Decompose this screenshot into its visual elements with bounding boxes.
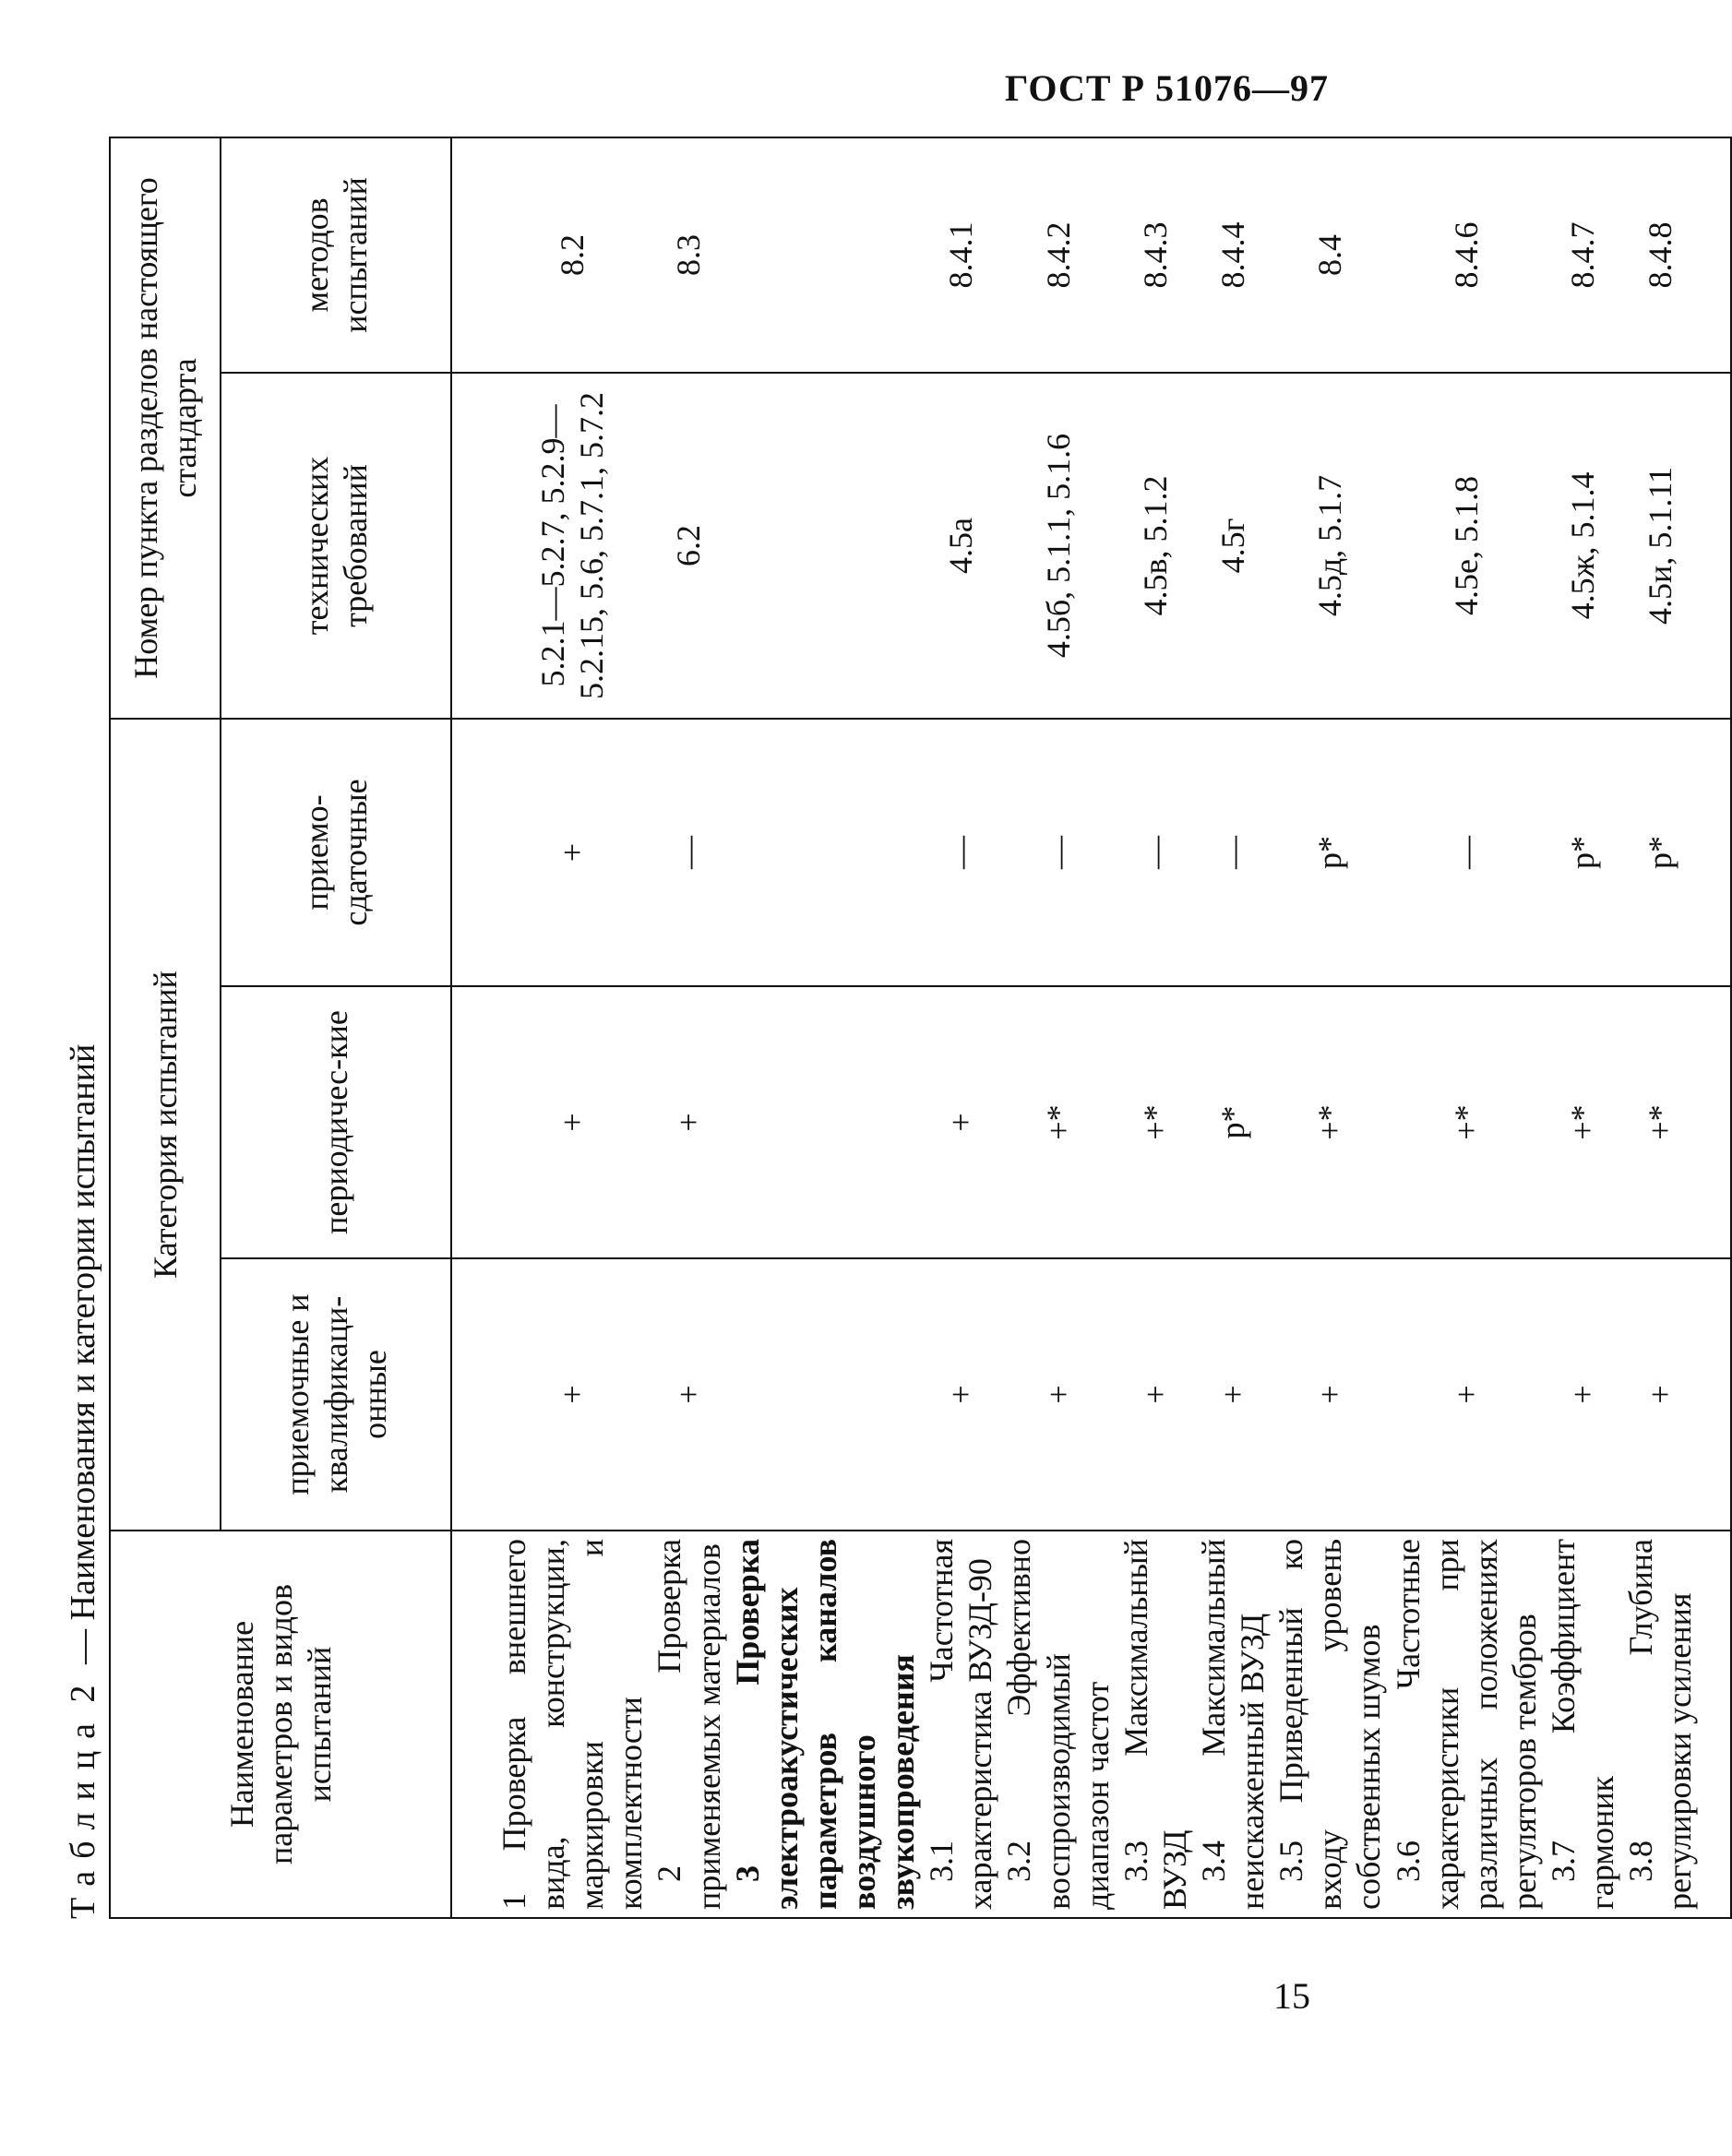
table-row: [1194, 137, 1272, 1918]
cell-qualification: +: [1389, 1258, 1544, 1531]
cell-name: 3.6 Частотные характеристики при различных положениях регуляторов тембров: [1389, 1531, 1544, 1918]
cell-tech-req: 4.5д, 5.1.7: [1272, 373, 1388, 719]
cell-tech-req: 4.5б, 5.1.1, 5.1.6: [999, 373, 1116, 719]
cell-periodic: [728, 986, 923, 1258]
cell-qualification: +: [451, 1258, 650, 1531]
cell-qualification: +: [1117, 1258, 1194, 1531]
caption-prefix: Таблица: [64, 1710, 102, 1919]
cell-test-methods: 8.2: [451, 137, 650, 373]
table-row: [1544, 137, 1621, 1918]
table-body: [451, 137, 1731, 1918]
table-row: [650, 137, 727, 1918]
header-test-methods: методов испытаний: [221, 137, 451, 373]
cell-name: 3.8 Глубина регулировки усиления: [1621, 1531, 1731, 1918]
cell-periodic: +: [650, 986, 727, 1258]
table-row: [922, 137, 999, 1918]
table-head: [110, 137, 451, 1918]
header-tech-req: технических требований: [221, 373, 451, 719]
cell-acceptance: p*: [1544, 719, 1621, 986]
cell-test-methods: 8.4.2: [999, 137, 1116, 373]
cell-periodic: +*: [1621, 986, 1731, 1258]
cell-qualification: +: [922, 1258, 999, 1531]
cell-tech-req: 6.2: [650, 373, 727, 719]
cell-periodic: +*: [1544, 986, 1621, 1258]
cell-periodic: +*: [1389, 986, 1544, 1258]
cell-qualification: +: [650, 1258, 727, 1531]
cell-periodic: +: [922, 986, 999, 1258]
cell-name: 1 Проверка внешнего вида, конструкции, маркировки и комплектности: [451, 1531, 650, 1918]
caption-number: 2: [64, 1673, 102, 1703]
cell-periodic: +*: [1272, 986, 1388, 1258]
document-header: ГОСТ Р 51076—97: [1004, 67, 1329, 109]
header-category: Категория испытаний: [110, 719, 221, 1531]
cell-test-methods: 8.4.1: [922, 137, 999, 373]
cell-acceptance: —: [1117, 719, 1194, 986]
cell-tech-req: 4.5и, 5.1.11: [1621, 373, 1731, 719]
cell-qualification: +: [999, 1258, 1116, 1531]
table-row: [728, 137, 923, 1918]
cell-test-methods: 8.4: [1272, 137, 1388, 373]
table-row: [451, 137, 650, 1918]
cell-periodic: +*: [1117, 986, 1194, 1258]
table-row: [1117, 137, 1194, 1918]
rotated-table-block: [57, 138, 1699, 1919]
cell-periodic: +*: [999, 986, 1116, 1258]
cell-name: 3.1 Частотная характеристика ВУЗД-90: [922, 1531, 999, 1918]
cell-acceptance: p*: [1621, 719, 1731, 986]
cell-tech-req: [728, 373, 923, 719]
table-row: [999, 137, 1116, 1918]
cell-tech-req: 4.5г: [1194, 373, 1272, 719]
cell-test-methods: 8.4.3: [1117, 137, 1194, 373]
cell-periodic: +: [451, 986, 650, 1258]
cell-name: 3.7 Коэффициент гармоник: [1544, 1531, 1621, 1918]
tests-table: [109, 137, 1732, 1919]
table-row: [1621, 137, 1731, 1918]
cell-acceptance: —: [922, 719, 999, 986]
cell-acceptance: p*: [1272, 719, 1388, 986]
cell-test-methods: 8.4.8: [1621, 137, 1731, 373]
cell-tech-req: 4.5е, 5.1.8: [1389, 373, 1544, 719]
cell-name: 3.3 Максимальный ВУЗД: [1117, 1531, 1194, 1918]
header-periodic: периодичес-кие: [221, 986, 451, 1258]
cell-name: 3.2 Эффективно воспроизводимый диапазон частот: [999, 1531, 1116, 1918]
header-acceptance: приемо-сдаточные: [221, 719, 451, 986]
cell-tech-req: 5.2.1—5.2.7, 5.2.9—5.2.15, 5.6, 5.7.1, 5.7.2: [451, 373, 650, 719]
cell-qualification: [728, 1258, 923, 1531]
cell-qualification: +: [1621, 1258, 1731, 1531]
table-row: [1389, 137, 1544, 1918]
header-qualification: приемочные и квалификаци-онные: [221, 1258, 451, 1531]
cell-acceptance: —: [1194, 719, 1272, 986]
cell-name: 3.5 Приведенный ко входу уровень собственных шумов: [1272, 1531, 1388, 1918]
table-caption: [57, 138, 109, 1919]
cell-name: 2 Проверка применяемых материалов: [650, 1531, 727, 1918]
cell-test-methods: 8.4.4: [1194, 137, 1272, 373]
cell-qualification: +: [1544, 1258, 1621, 1531]
cell-qualification: +: [1194, 1258, 1272, 1531]
cell-tech-req: 4.5в, 5.1.2: [1117, 373, 1194, 719]
page-number: 15: [1273, 1975, 1310, 2017]
cell-tech-req: 4.5ж, 5.1.4: [1544, 373, 1621, 719]
cell-name: 3.4 Максимальный неискаженный ВУЗД: [1194, 1531, 1272, 1918]
cell-tech-req: 4.5а: [922, 373, 999, 719]
cell-acceptance: —: [650, 719, 727, 986]
cell-periodic: p*: [1194, 986, 1272, 1258]
cell-test-methods: 8.4.7: [1544, 137, 1621, 373]
cell-name: 3 Проверка электроакустических параметров каналов воздушного звукопроведения: [728, 1531, 923, 1918]
cell-test-methods: 8.4.6: [1389, 137, 1544, 373]
header-section-number: Номер пункта разделов настоящего стандарта: [110, 137, 221, 719]
cell-test-methods: [728, 137, 923, 373]
header-name: Наименование параметров и видов испытаний: [110, 1531, 451, 1918]
cell-qualification: +: [1272, 1258, 1388, 1531]
table-row: [1272, 137, 1388, 1918]
cell-acceptance: —: [1389, 719, 1544, 986]
cell-acceptance: +: [451, 719, 650, 986]
cell-acceptance: [728, 719, 923, 986]
cell-test-methods: 8.3: [650, 137, 727, 373]
caption-title: — Наименования и категории испытаний: [64, 1043, 102, 1664]
cell-acceptance: —: [999, 719, 1116, 986]
